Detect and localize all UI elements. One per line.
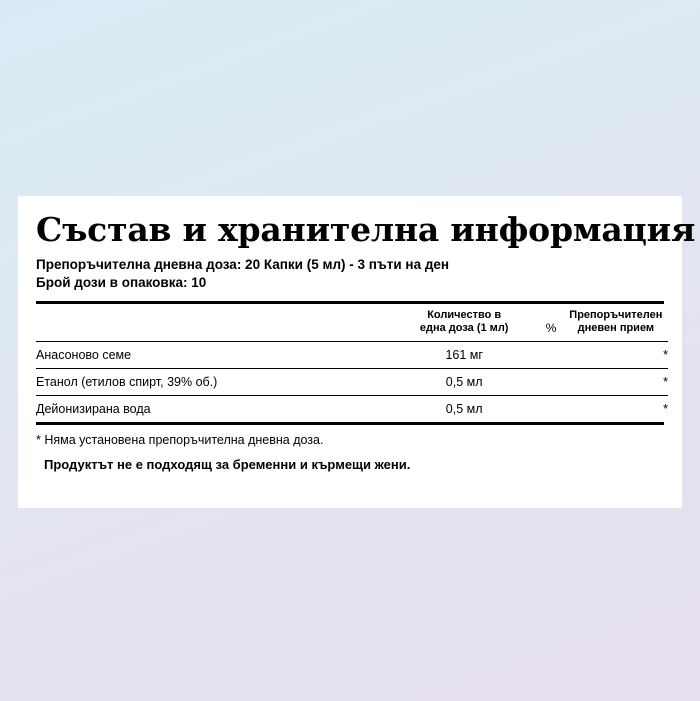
column-header-amount-line1: Количество в [427,309,502,321]
column-header-amount [390,304,539,342]
daily-value-footnote: * Няма установена препоръчителна дневна доза. [36,433,324,447]
table-row [36,342,668,369]
page-title: Състав и хранителна информация [36,210,696,249]
table-header [36,304,668,342]
pregnancy-warning: Продуктът не е подходящ за бременни и кърмещи жени. [44,457,411,472]
table-row [36,396,668,423]
column-header-dv-line1: Препоръчителен [569,309,663,321]
ingredient-name: Етанол (етилов спирт, 39% об.) [36,369,390,396]
servings-per-container-line: Брой дози в опаковка: 10 [36,275,207,290]
ingredient-amount: 0,5 мл [390,396,539,423]
table-row [36,369,668,396]
column-header-daily-value [564,304,668,342]
ingredient-percent [538,342,563,369]
column-header-amount-line2: една доза (1 мл) [419,322,509,334]
column-header-name [36,304,390,342]
ingredient-percent [538,396,563,423]
ingredient-name: Анасоново семе [36,342,390,369]
ingredient-daily-value: * [564,369,668,396]
table-header-row [36,304,668,342]
ingredient-amount: 0,5 мл [390,369,539,396]
table-body [36,342,668,423]
ingredient-amount: 161 мг [390,342,539,369]
column-header-dv-line2: дневен прием [577,322,655,334]
ingredient-percent [538,369,563,396]
ingredient-daily-value: * [564,396,668,423]
nutrition-table [36,304,668,422]
column-header-percent: % [545,321,557,335]
serving-size-line: Препоръчителна дневна доза: 20 Капки (5 мл) - 3 пъти на ден [36,257,450,272]
supplement-facts-panel [18,196,696,508]
ingredient-name: Дейонизирана вода [36,396,390,423]
ingredient-daily-value: * [564,342,668,369]
